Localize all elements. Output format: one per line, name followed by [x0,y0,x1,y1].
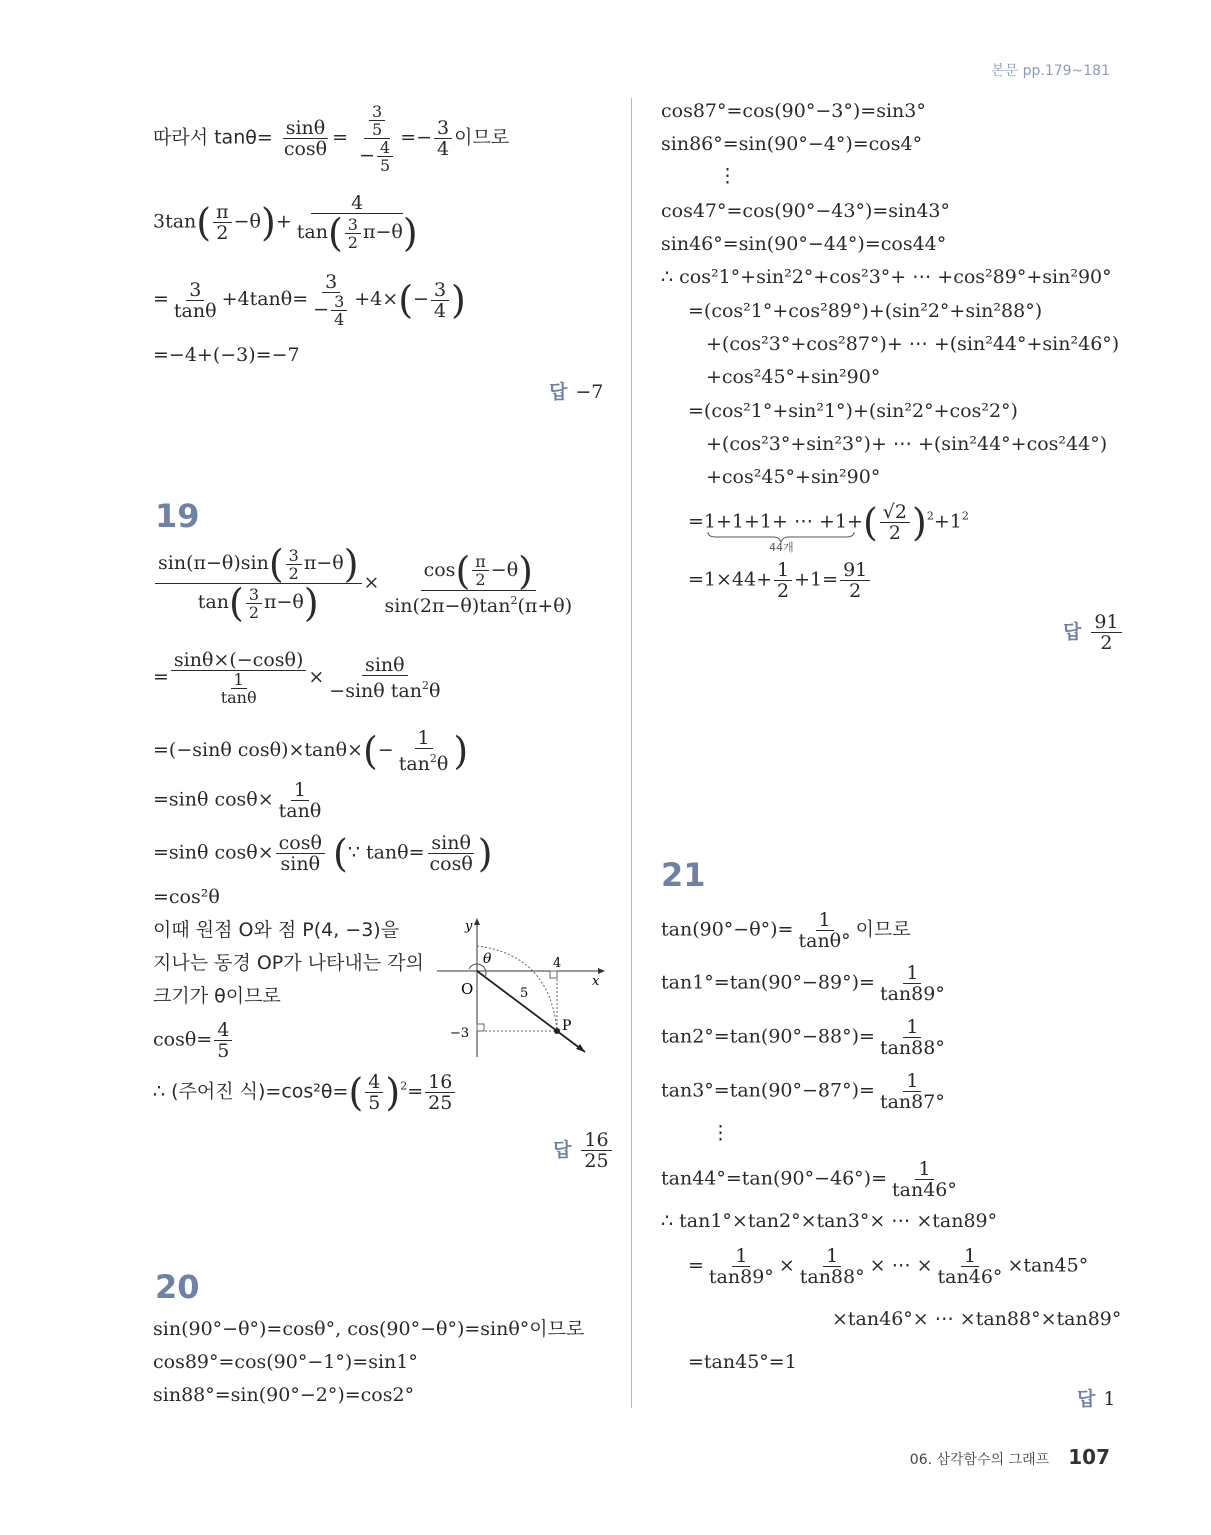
q20-right-line-8: +(cos²3°+cos²87°)+ ⋯ +(sin²44°+sin²46°) [706,333,1120,355]
q19-cos-line: cosθ= $\frac{4}{5}$ [153,1020,234,1061]
point-label: P [562,1018,572,1034]
q20-right-line-4: cos47°=cos(90°−43°)=sin43° [661,200,951,222]
page-reference: 본문 pp.179~181 [991,63,1110,79]
q19-text-3: 크기가 θ이므로 [153,985,281,1007]
q20-right-line-11: +(cos²3°+sin²3°)+ ⋯ +(sin²44°+cos²44°) [706,433,1108,455]
q18-result: =−4+(−3)=−7 [153,344,300,366]
y-axis-arrow [474,918,480,925]
page-number: 107 [1068,1445,1110,1469]
q19-step5: =cos²θ [153,886,220,908]
q19-step4: =sinθ cosθ× $\frac{\cos\theta}{\sin\theta}$ (∵ tanθ= $\frac{\sin\theta}{\cos\theta}$ ) [153,831,493,876]
q21-line-2: tan1°=tan(90°−89°)= $\frac{1}{\tan 89^\circ}$ [661,962,945,1005]
q20-sum-line: =1+1+1+ ⋯ +1+( $\frac{√2}{2}$ )$^2+1^2$ [688,500,969,545]
point-p [554,1028,560,1034]
q19-answer: 답 $\frac{16}{25}$ [553,1130,614,1171]
q19-text-2: 지나는 동경 OP가 나타내는 각의 [153,952,424,974]
q20-right-line-6: ∴ cos²1°+sin²2°+cos²3°+ ⋯ +cos²89°+sin²90° [661,266,1112,288]
q21-line-4: tan3°=tan(90°−87°)= $\frac{1}{\tan 87^\circ}$ [661,1070,945,1113]
q20-right-line-1: cos87°=cos(90°−3°)=sin3° [661,100,926,122]
question-number-21: 21 [661,856,706,894]
q20-left-line-2: cos89°=cos(90°−1°)=sin1° [153,1351,418,1373]
radius-label: 5 [520,986,529,1001]
q20-answer: 답 $\frac{91}{2}$ [1063,612,1124,653]
q19-step3: =sinθ cosθ× $\frac{1}{\tan\theta}$ [153,779,322,822]
q20-right-line-5: sin46°=sin(90°−44°)=cos44° [661,233,947,255]
q21-vdots: ⋮ [711,1122,730,1144]
q20-final-line: =1×44+ $\frac{1}{2}$ +1= $\frac{91}{2}$ [688,560,872,601]
question-number-19: 19 [155,497,200,535]
question-number-20: 20 [155,1268,200,1306]
x-axis-label: x [592,974,600,989]
y-tick-label: −3 [450,1026,470,1041]
q21-product-line-2: ×tan46°× ⋯ ×tan88°×tan89° [832,1308,1122,1330]
q18-expression: 3tan( $\frac{\pi}{2}$ −θ)+ 4 tan( $\frac{3}{2}$ π−θ) [153,192,418,255]
column-divider [631,98,632,1408]
q19-step2: =(−sinθ cosθ)×tanθ×(− $\frac{1}{\tan^2\theta}$ ) [153,727,469,775]
q20-right-line-7: =(cos²1°+cos²89°)+(sin²2°+sin²88°) [688,300,1043,322]
q18-answer: 답 −7 [549,381,604,403]
q20-vdots: ⋮ [718,165,737,187]
q21-line-5: tan44°=tan(90°−46°)= $\frac{1}{\tan 46^\circ}$ [661,1158,957,1201]
q19-text-1: 이때 원점 O와 점 P(4, −3)을 [153,919,400,941]
q19-therefore: ∴ (주어진 식)=cos²θ=( $\frac{4}{5}$ )$^2$= $\frac{16}{25}$ [153,1072,457,1113]
q19-expression: sin(π−θ)sin( $\frac{3}{2}$ π−θ) tan( $\frac{3}{2}$ π−θ) × cos( $\frac{\pi}{2}$ −θ) $\sin(2\pi-\theta)\tan^2(\pi+\theta)$ [153,545,577,622]
y-axis-label: y [465,919,473,934]
q21-result: =tan45°=1 [688,1351,797,1373]
q19-step1: = $\frac{\sin\theta\times(-\cos\theta)}{\frac{1}{\tan\theta}}$ × $\frac{\sin\theta}{-\sin\theta \tan^2\theta}$ [153,649,441,707]
q20-right-line-10: =(cos²1°+sin²1°)+(sin²2°+cos²2°) [688,400,1018,422]
page-footer [910,1445,1110,1469]
q20-left-line-1: sin(90°−θ°)=cosθ°, cos(90°−θ°)=sinθ°이므로 [153,1318,585,1340]
q20-right-line-9: +cos²45°+sin²90° [706,366,881,388]
x-tick-label: 4 [553,956,562,971]
chapter-title: 06. 삼각함수의 그래프 [909,1452,1050,1468]
brace-label: 44개 [769,541,794,554]
q20-right-line-2: sin86°=sin(90°−4°)=cos4° [661,133,923,155]
origin-label: O [461,980,474,998]
q21-product: = $\frac{1}{\tan 89^\circ}$ × $\frac{1}{\tan 88^\circ}$ × ⋯ × $\frac{1}{\tan 46^\circ}$ ×tan45° [688,1245,1089,1288]
q21-answer: 답 1 [1077,1388,1116,1410]
coordinate-diagram [435,915,615,1060]
q21-therefore: ∴ tan1°×tan2°×tan3°× ⋯ ×tan89° [661,1210,998,1232]
q18-tan-line: 따라서 tanθ= $\frac{\sin\theta}{\cos\theta}$ = $\frac{3}{5}$ − $\frac{4}{5}$ =− $\frac{3}{4}$ 이므로 [153,102,510,175]
q21-line-3: tan2°=tan(90°−88°)= $\frac{1}{\tan 88^\circ}$ [661,1016,945,1059]
theta-label: θ [483,951,492,967]
q20-right-line-12: +cos²45°+sin²90° [706,466,881,488]
terminal-side [477,971,585,1052]
q20-left-line-3: sin88°=sin(90°−2°)=cos2° [153,1384,415,1406]
q18-step: = $\frac{3}{\tan\theta}$ +4tanθ= 3 − $\frac{3}{4}$ +4×(− $\frac{3}{4}$ ) [153,271,466,329]
q21-line-1: tan(90°−θ°)= $\frac{1}{\tan\theta^\circ}$ 이므로 [661,909,911,952]
